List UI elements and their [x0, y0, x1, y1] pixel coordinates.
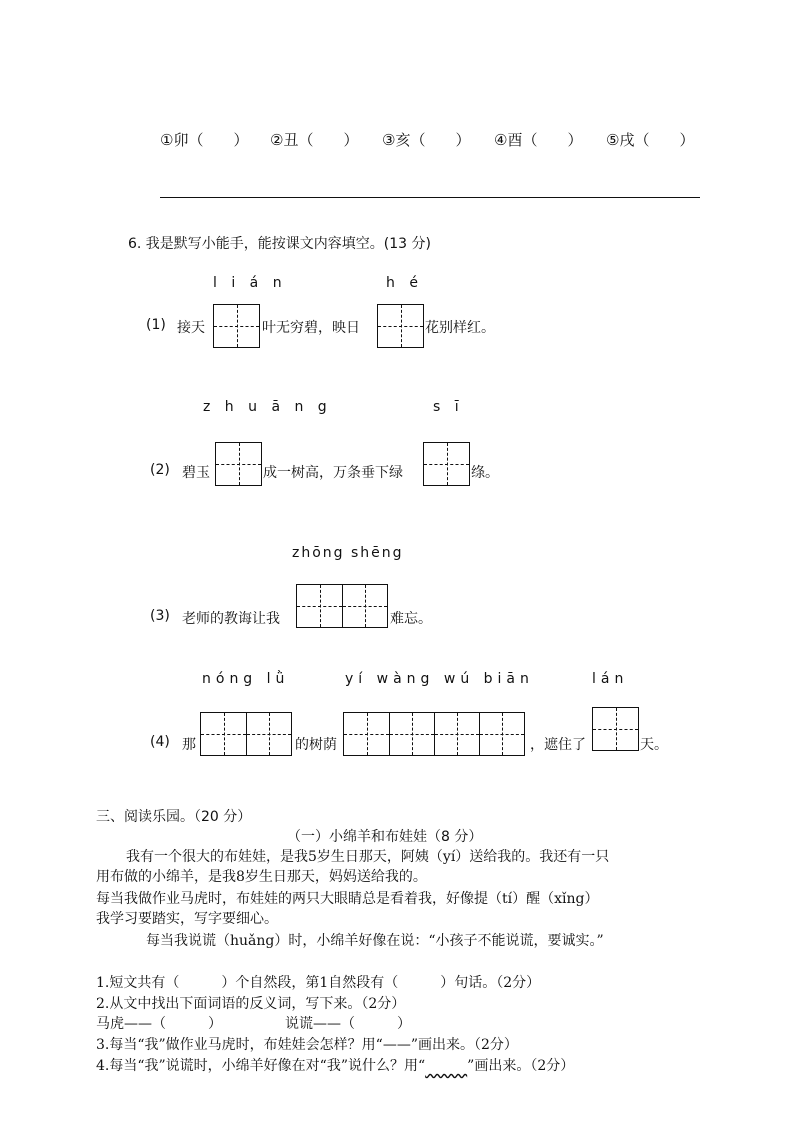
text-4c: ，遮住了 — [530, 737, 586, 753]
question-4-tail: ”画出来。（2分） — [467, 1058, 575, 1074]
zodiac-item-1: ①卯（ ） — [160, 131, 249, 149]
item-num-2: (2) — [150, 462, 170, 478]
pinyin-2a: z h u ā n g — [203, 399, 332, 415]
paragraph-line: 用布做的小绵羊，是我8岁生日那天，妈妈送给我的。 — [96, 869, 427, 885]
pinyin-4c: lán — [592, 671, 629, 687]
writing-grid-4a[interactable] — [200, 712, 292, 756]
text-2a: 碧玉 — [182, 465, 210, 481]
paragraph-line: 每当我做作业马虎时，布娃娃的两只大眼睛总是看着我，好像提（tí）醒（xǐng） — [96, 891, 599, 907]
pinyin-3: zhōng shēng — [292, 545, 404, 561]
pinyin-4a: nóng lǜ — [202, 671, 290, 687]
question-3: 3.每当“我”做作业马虎时，布娃娃会怎样？用“——”画出来。（2分） — [96, 1037, 518, 1053]
paragraph-line: 我学习要踏实，写字要细心。 — [96, 911, 278, 927]
question-4 — [96, 1055, 574, 1075]
question-4-text: 4.每当“我”说谎时，小绵羊好像在对“我”说什么？用“ — [96, 1058, 426, 1074]
zodiac-item-2: ②丑（ ） — [270, 131, 359, 149]
item-num-4: (4) — [150, 734, 170, 750]
writing-grid-2a[interactable] — [215, 442, 262, 486]
section3-title: 三、阅读乐园。（20 分） — [96, 809, 252, 825]
text-4b: 的树荫 — [295, 737, 337, 753]
writing-grid-4c[interactable] — [592, 707, 639, 751]
text-1b: 叶无穷碧，映日 — [262, 320, 360, 336]
text-3a: 老师的教诲让我 — [182, 611, 280, 627]
pinyin-4b: yí wàng wú biān — [345, 671, 534, 687]
zodiac-item-3: ③亥（ ） — [382, 131, 471, 149]
question-1: 1.短文共有（ ）个自然段，第1自然段有（ ）句话。（2分） — [96, 975, 541, 991]
writing-grid-1b[interactable] — [377, 304, 424, 348]
pinyin-1a: l i á n — [213, 275, 287, 291]
writing-grid-4b[interactable] — [343, 712, 525, 756]
text-2c: 绦。 — [471, 465, 499, 481]
question-2-answers: 马虎——（ ） 说谎——（ ） — [96, 1016, 411, 1032]
text-3b: 难忘。 — [390, 611, 432, 627]
text-1a: 接天 — [177, 320, 205, 336]
writing-grid-3[interactable] — [296, 584, 388, 628]
q6-title: 6. 我是默写小能手，能按课文内容填空。(13 分) — [128, 236, 431, 252]
pinyin-2b: s ī — [433, 399, 464, 415]
text-1c: 花别样红。 — [425, 320, 495, 336]
pinyin-1b: h é — [386, 275, 423, 291]
paragraph-line: 每当我说谎（huǎng）时，小绵羊好像在说：“小孩子不能说谎，要诚实。” — [146, 933, 604, 949]
writing-grid-1a[interactable] — [213, 304, 260, 348]
text-4d: 天。 — [640, 737, 668, 753]
wavy-underline-sample — [425, 1058, 467, 1074]
writing-grid-2b[interactable] — [423, 442, 470, 486]
passage-title: （一）小绵羊和布娃娃（8 分） — [287, 829, 483, 845]
item-num-1: (1) — [146, 317, 166, 333]
zodiac-item-4: ④酉（ ） — [494, 131, 583, 149]
item-num-3: (3) — [150, 608, 170, 624]
paragraph-line: 我有一个很大的布娃娃，是我5岁生日那天，阿姨（yí）送给我的。我还有一只 — [126, 849, 610, 865]
question-2: 2.从文中找出下面词语的反义词，写下来。（2分） — [96, 996, 406, 1012]
text-2b: 成一树高，万条垂下绿 — [263, 465, 403, 481]
zodiac-item-5: ⑤戌（ ） — [606, 131, 695, 149]
answer-line — [160, 197, 700, 198]
text-4a: 那 — [182, 737, 196, 753]
